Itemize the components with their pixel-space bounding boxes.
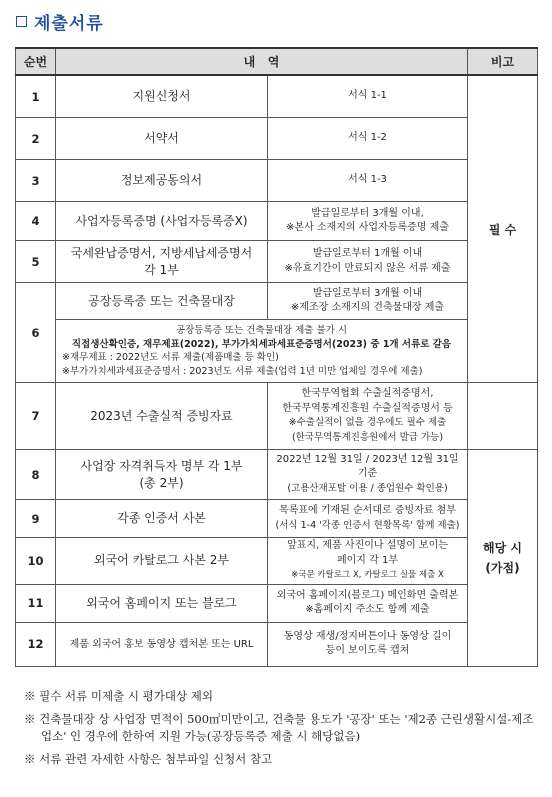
desc-line: 페이지 각 1부 [336,554,399,566]
name-line: (총 2부) [139,475,184,490]
row-desc [268,383,468,450]
desc-line: 서식 1-2 [348,132,387,144]
desc-line: 발급일로부터 3개월 이내, [311,207,424,219]
desc-line: ※본사 소재지의 사업자등록증명 제출 [286,222,449,233]
row-name: 공장등록증 또는 건축물대장 [56,283,268,320]
remark-required: 필 수 [468,75,538,383]
desc-line: (한국무역통계진흥원에서 발급 가능) [291,431,444,443]
table-row [16,538,538,585]
name-line: 사업장 자격취득자 명부 각 1부 [80,458,243,473]
table-row [16,118,538,160]
row-desc [268,283,468,320]
row-name: 지원신청서 [56,75,268,118]
table-row [16,320,538,383]
row-num: 12 [16,622,56,666]
desc-line: ※유효기간이 만료되지 않은 서류 제출 [284,262,451,274]
row-num: 6 [16,283,56,383]
table-row [16,383,538,450]
row-name: 각종 인증서 사본 [56,500,268,538]
desc-line: ※홈페이지 주소도 함께 제출 [305,604,430,615]
row-desc [268,450,468,500]
table-row [16,241,538,283]
desc-line: 기준 [357,468,378,480]
row-desc [268,118,468,160]
desc-line: 한국무역통계진흥원 수출실적증명서 등 [282,402,453,414]
row-desc [268,160,468,202]
row-num: 3 [16,160,56,202]
desc-line: 발급일로부터 1개월 이내 [312,248,423,259]
desc-line: 목록표에 기재된 순서대로 증빙자료 첨부 [279,505,456,516]
desc-line: ※국문 카탈로그 X, 카탈로그 실물 제출 X [291,570,444,580]
table-row [16,75,538,118]
row-num: 11 [16,584,56,622]
table-header-row [16,48,538,75]
documents-table [15,47,538,667]
row-num: 1 [16,75,56,118]
remark-required-cont [468,383,538,450]
name-line: 각 1부 [144,262,179,277]
row-num: 4 [16,202,56,241]
section-title-text: 제출서류 [34,13,104,34]
desc-line: 등이 보이도록 캡쳐 [325,645,410,656]
header-content: 내 역 [56,48,468,75]
table-row [16,283,538,320]
row-num: 2 [16,118,56,160]
section-title [16,8,104,34]
desc-line: (고용산재포탈 이용 / 종업원수 확인용) [287,482,448,494]
footnote: ※ 필수 서류 미제출 시 평가대상 제외 [24,689,213,703]
table-row [16,622,538,666]
square-bullet-icon [16,16,27,27]
row-name: 외국어 홈페이지 또는 블로그 [56,584,268,622]
desc-line: 한국무역협회 수출실적증명서, [301,388,434,399]
row-num: 9 [16,500,56,538]
remark-line: (가점) [485,560,520,575]
header-num: 순번 [16,48,56,75]
row-num: 8 [16,450,56,500]
row-extra [56,320,468,383]
footnote: ※ 건축물대장 상 사업장 면적이 500㎡미만이고, 건축물 용도가 '공장' 또는 '제2종 근린생활시설-제조업소' 인 경우에 한하여 지원 가능(공장등록증 제출 시 해당없음) [24,712,534,743]
desc-line: 동영상 재생/정지버튼이나 동영상 길이 [283,630,452,642]
desc-line: ※수출실적이 없을 경우에도 필수 제출 [288,417,447,428]
extra-line: ※부가가치세과세표준증명서 : 2023년도 서류 제출(업력 1년 미만 업체일 경우에 제출) [62,365,423,377]
remark-line: 해당 시 [483,540,522,555]
table-row [16,500,538,538]
table-row [16,450,538,500]
row-desc [268,584,468,622]
row-name: 제품 외국어 홍보 동영상 캡처본 또는 URL [56,622,268,666]
row-name [56,241,268,283]
footnote: ※ 서류 관련 자세한 사항은 첨부파일 신청서 참고 [24,752,273,766]
row-name: 정보제공동의서 [56,160,268,202]
desc-line: 앞표지, 제품 사진이나 설명이 보이는 [287,540,448,551]
row-name [56,450,268,500]
table-row [16,160,538,202]
row-name: 사업자등록증명 (사업자등록증X) [56,202,268,241]
table-row [16,202,538,241]
row-desc [268,241,468,283]
row-desc [268,500,468,538]
desc-line: 서식 1-1 [348,90,387,102]
row-desc [268,622,468,666]
desc-line: 2022년 12월 31일 / 2023년 12월 31일 [276,453,459,465]
footnotes [24,688,540,774]
row-num: 7 [16,383,56,450]
desc-line: 서식 1-3 [348,174,387,186]
row-name: 서약서 [56,118,268,160]
row-num: 10 [16,538,56,585]
desc-line: ※제조장 소재지의 건축물대장 제출 [290,302,445,313]
extra-line: ※재무제표 : 2022년도 서류 제출(제품매출 등 확인) [62,352,279,363]
row-desc [268,202,468,241]
header-remark: 비고 [468,48,538,75]
table-row [16,584,538,622]
desc-line: 발급일로부터 3개월 이내 [312,287,423,299]
extra-line: 공장등록증 또는 건축물대장 제출 불가 시 [175,325,348,336]
row-num: 5 [16,241,56,283]
row-name: 2023년 수출실적 증빙자료 [56,383,268,450]
row-desc [268,75,468,118]
row-name: 외국어 카탈로그 사본 2부 [56,538,268,585]
extra-line-bold: 직접생산확인증, 재무제표(2022), 부가가치세과세표준증명서(2023) 중 1개 서류로 갈음 [71,338,452,350]
remark-conditional [468,450,538,667]
desc-line: 외국어 홈페이지(블로그) 메인화면 출력본 [276,589,459,601]
desc-line: (서식 1-4 '각종 인증서 현황목록' 함께 제출) [275,519,460,531]
name-line: 국세완납증명서, 지방세납세증명서 [70,245,253,260]
row-desc [268,538,468,585]
